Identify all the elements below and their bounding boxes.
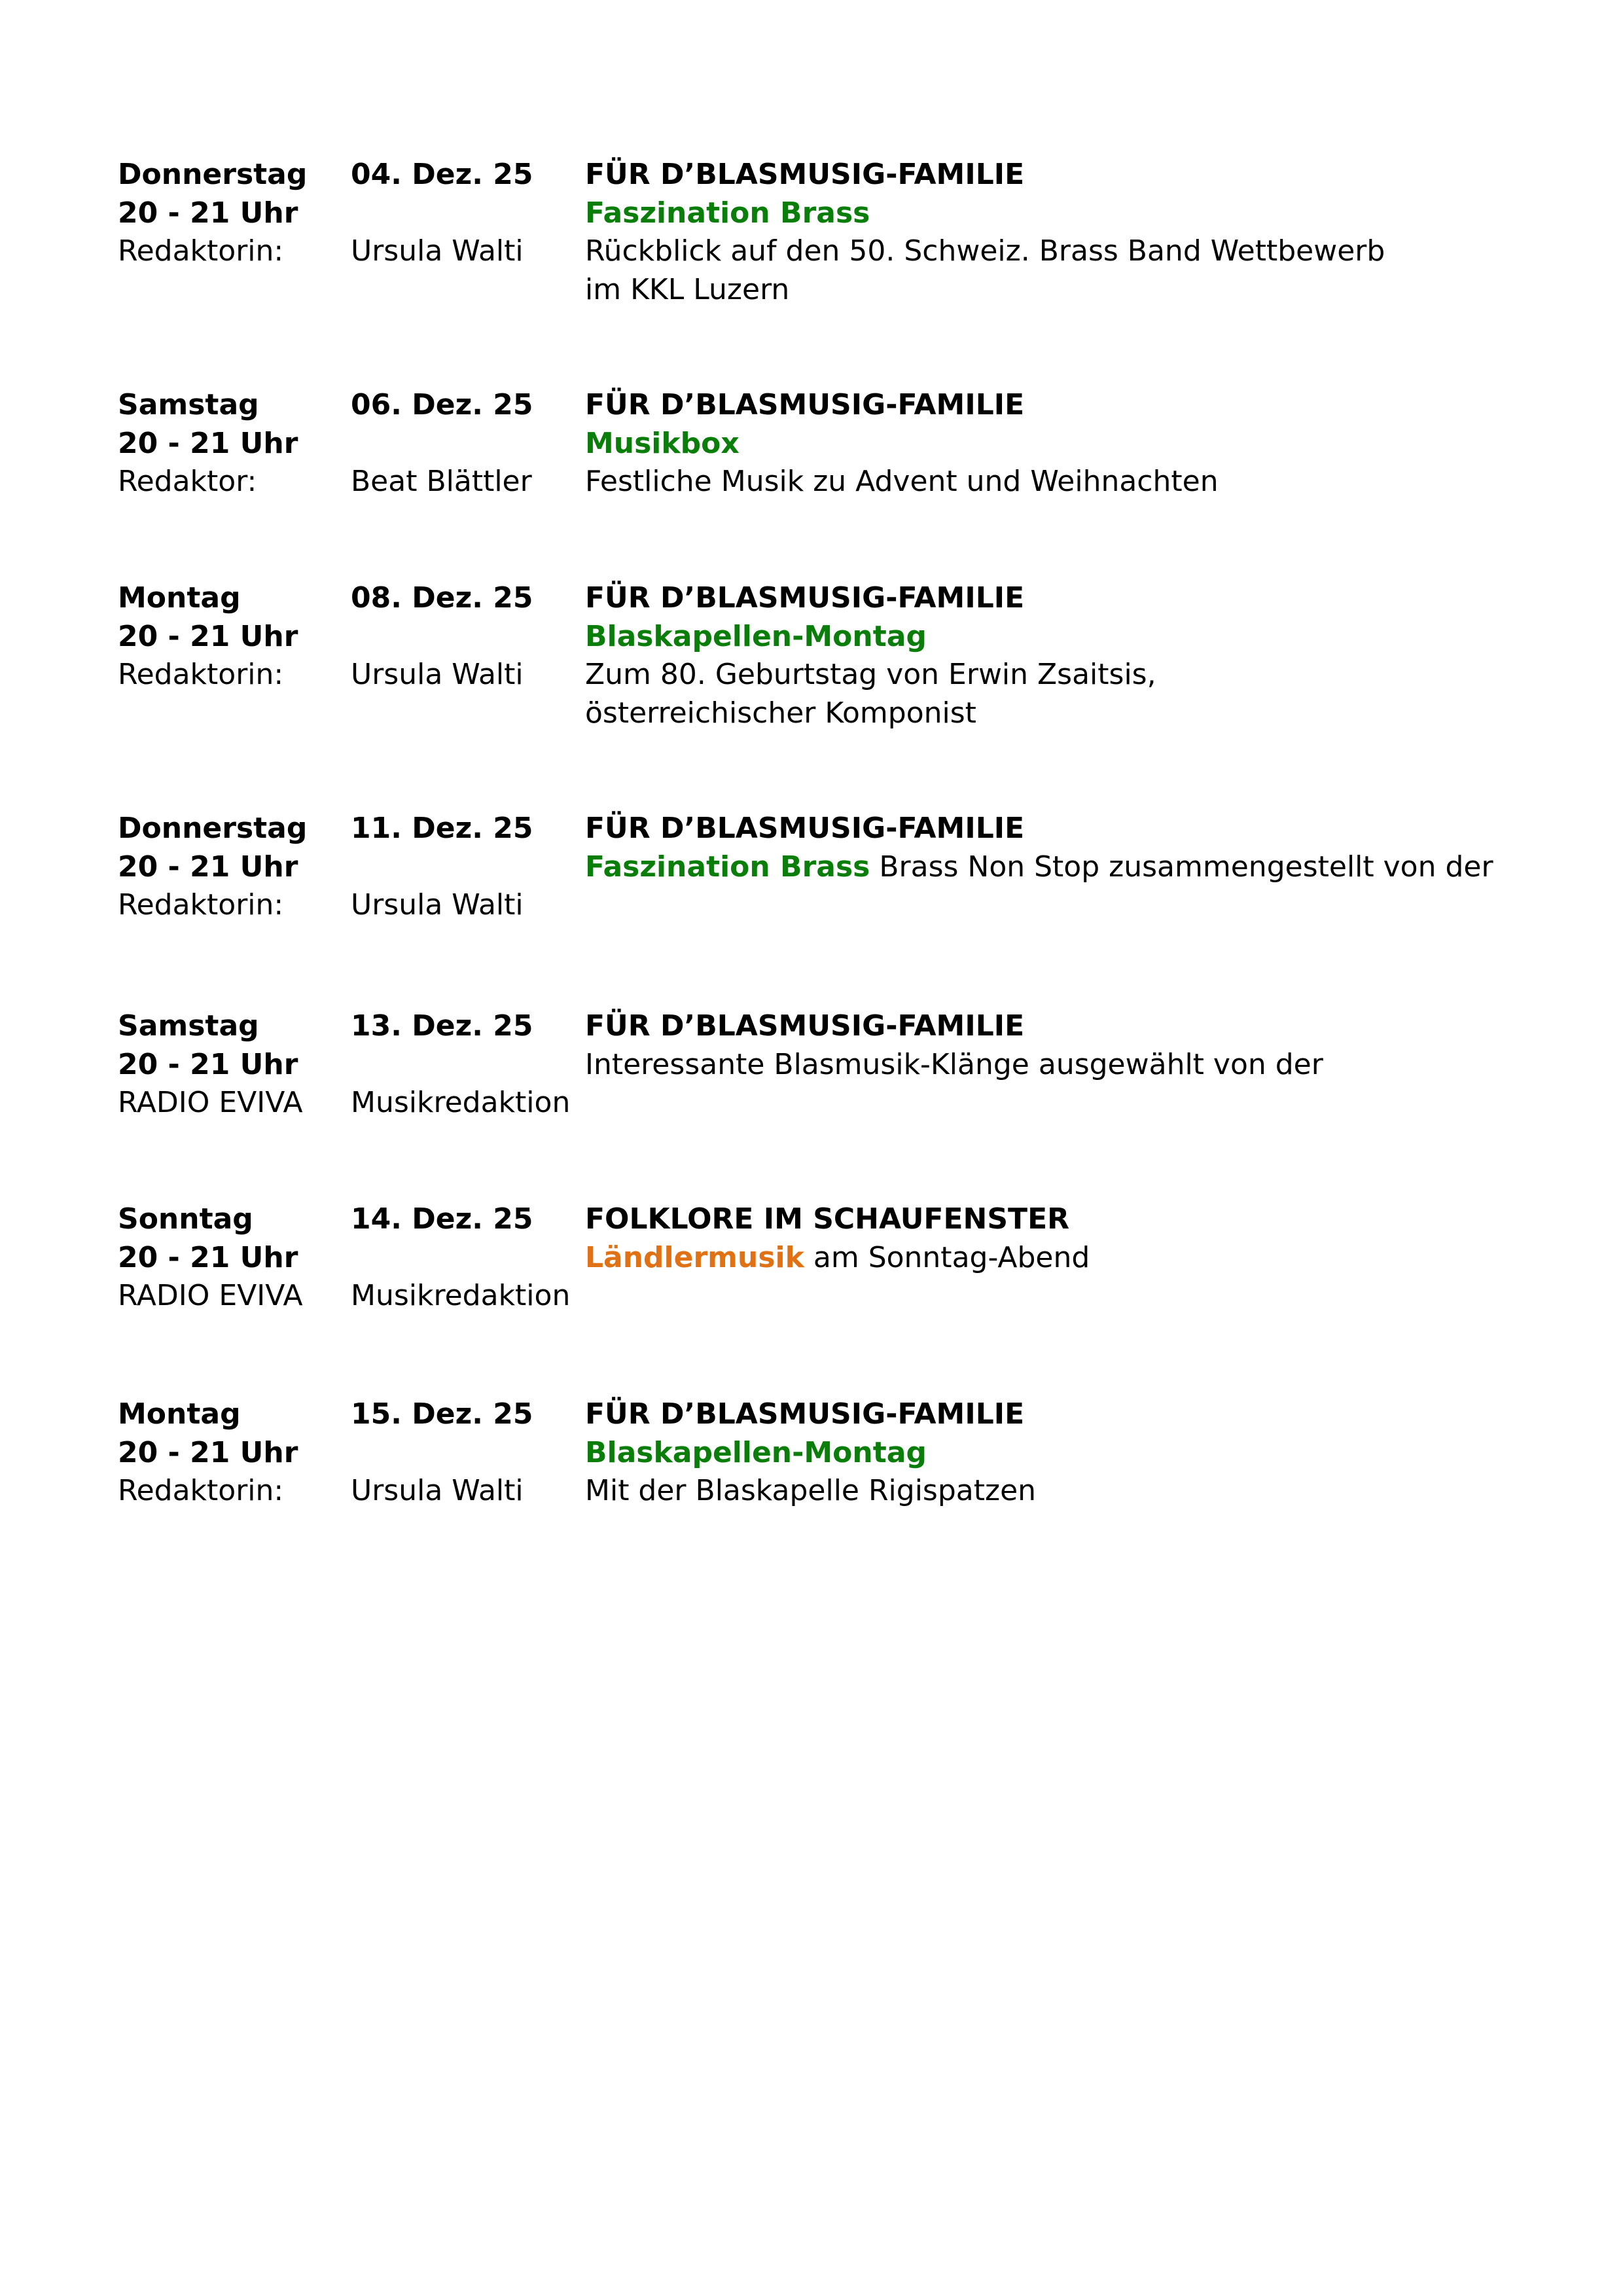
entry-line-1 [118,579,1558,618]
role-label: RADIO EVIVA [118,1279,303,1313]
entry-line-2 [118,1239,1558,1278]
time-label: 20 - 21 Uhr [118,1240,298,1274]
day-label: Sonntag [118,1202,253,1236]
show-suffix: Interessante Blasmusik-Klänge ausgewählt von der [585,1047,1323,1081]
entry-line-3 [118,886,1558,925]
entry-line-1 [118,386,1558,425]
entry-line-3 [118,1472,1558,1511]
show-line [585,1434,927,1473]
show-title: Blaskapellen-Montag [585,1435,927,1469]
date-label: 11. Dez. 25 [351,812,533,845]
person-name: Musikredaktion [351,1279,571,1313]
schedule-entry [118,1200,1558,1316]
person-name: Musikredaktion [351,1086,571,1120]
person-name: Ursula Walti [351,658,524,692]
schedule-entry [118,386,1558,501]
time-label: 20 - 21 Uhr [118,619,298,653]
series-title: FÜR D’BLASMUSIG-FAMILIE [585,581,1025,615]
show-title: Blaskapellen-Montag [585,619,927,653]
entry-line-2 [118,848,1558,887]
series-title: FÜR D’BLASMUSIG-FAMILIE [585,388,1025,422]
day-label: Montag [118,581,241,615]
series-title: FÜR D’BLASMUSIG-FAMILIE [585,812,1025,845]
show-title: Ländlermusik [585,1240,804,1274]
entry-line-1 [118,1200,1558,1239]
role-label: Redaktorin: [118,1474,284,1508]
time-label: 20 - 21 Uhr [118,196,298,230]
show-title: Musikbox [585,426,740,460]
person-name: Ursula Walti [351,1474,524,1508]
role-label: Redaktorin: [118,658,284,692]
description-line: Rückblick auf den 50. Schweiz. Brass Band Wettbewerb [585,234,1385,268]
entry-line-1 [118,1007,1558,1046]
show-suffix: am Sonntag-Abend [804,1240,1090,1274]
entry-line-3 [118,1277,1558,1316]
description-line: österreichischer Komponist [585,696,976,730]
time-label: 20 - 21 Uhr [118,426,298,460]
entry-line-3 [118,463,1558,501]
show-line [585,1046,1323,1085]
description-line: im KKL Luzern [585,272,790,306]
role-label: RADIO EVIVA [118,1086,303,1120]
entry-line-4 [118,271,1558,310]
day-label: Samstag [118,388,259,422]
entry-line-1 [118,810,1558,848]
schedule-entry [118,810,1558,925]
person-name: Ursula Walti [351,888,524,922]
time-label: 20 - 21 Uhr [118,1435,298,1469]
entry-line-2 [118,425,1558,463]
role-label: Redaktorin: [118,888,284,922]
show-line [585,618,927,656]
day-label: Montag [118,1397,241,1431]
entry-line-4 [118,694,1558,733]
description-line: Festliche Musik zu Advent und Weihnachten [585,465,1219,499]
entry-line-1 [118,156,1558,194]
description-line: Mit der Blaskapelle Rigispatzen [585,1474,1037,1508]
person-name: Ursula Walti [351,234,524,268]
entry-line-2 [118,618,1558,656]
series-title: FÜR D’BLASMUSIG-FAMILIE [585,1009,1025,1043]
show-title: Faszination Brass [585,850,870,884]
series-title: FÜR D’BLASMUSIG-FAMILIE [585,1397,1025,1431]
entry-line-3 [118,1084,1558,1122]
entry-line-3 [118,232,1558,271]
show-line [585,194,870,233]
entry-line-2 [118,1434,1558,1473]
entry-line-2 [118,194,1558,233]
person-name: Beat Blättler [351,465,532,499]
show-title: Faszination Brass [585,196,870,230]
description-line: Zum 80. Geburtstag von Erwin Zsaitsis, [585,658,1156,692]
day-label: Donnerstag [118,158,308,191]
schedule-entry [118,1007,1558,1122]
show-line [585,1239,1090,1278]
entry-line-2 [118,1046,1558,1085]
schedule-entry [118,579,1558,732]
series-title: FOLKLORE IM SCHAUFENSTER [585,1202,1070,1236]
schedule-entry [118,156,1558,309]
time-label: 20 - 21 Uhr [118,850,298,884]
date-label: 08. Dez. 25 [351,581,533,615]
show-line [585,425,740,463]
date-label: 15. Dez. 25 [351,1397,533,1431]
show-line [585,848,1493,887]
day-label: Samstag [118,1009,259,1043]
day-label: Donnerstag [118,812,308,845]
date-label: 04. Dez. 25 [351,158,533,191]
time-label: 20 - 21 Uhr [118,1047,298,1081]
role-label: Redaktorin: [118,234,284,268]
schedule-entry [118,1395,1558,1511]
role-label: Redaktor: [118,465,257,499]
date-label: 06. Dez. 25 [351,388,533,422]
series-title: FÜR D’BLASMUSIG-FAMILIE [585,158,1025,191]
entry-line-1 [118,1395,1558,1434]
date-label: 14. Dez. 25 [351,1202,533,1236]
show-suffix: Brass Non Stop zusammengestellt von der [870,850,1493,884]
date-label: 13. Dez. 25 [351,1009,533,1043]
entry-line-3 [118,656,1558,694]
